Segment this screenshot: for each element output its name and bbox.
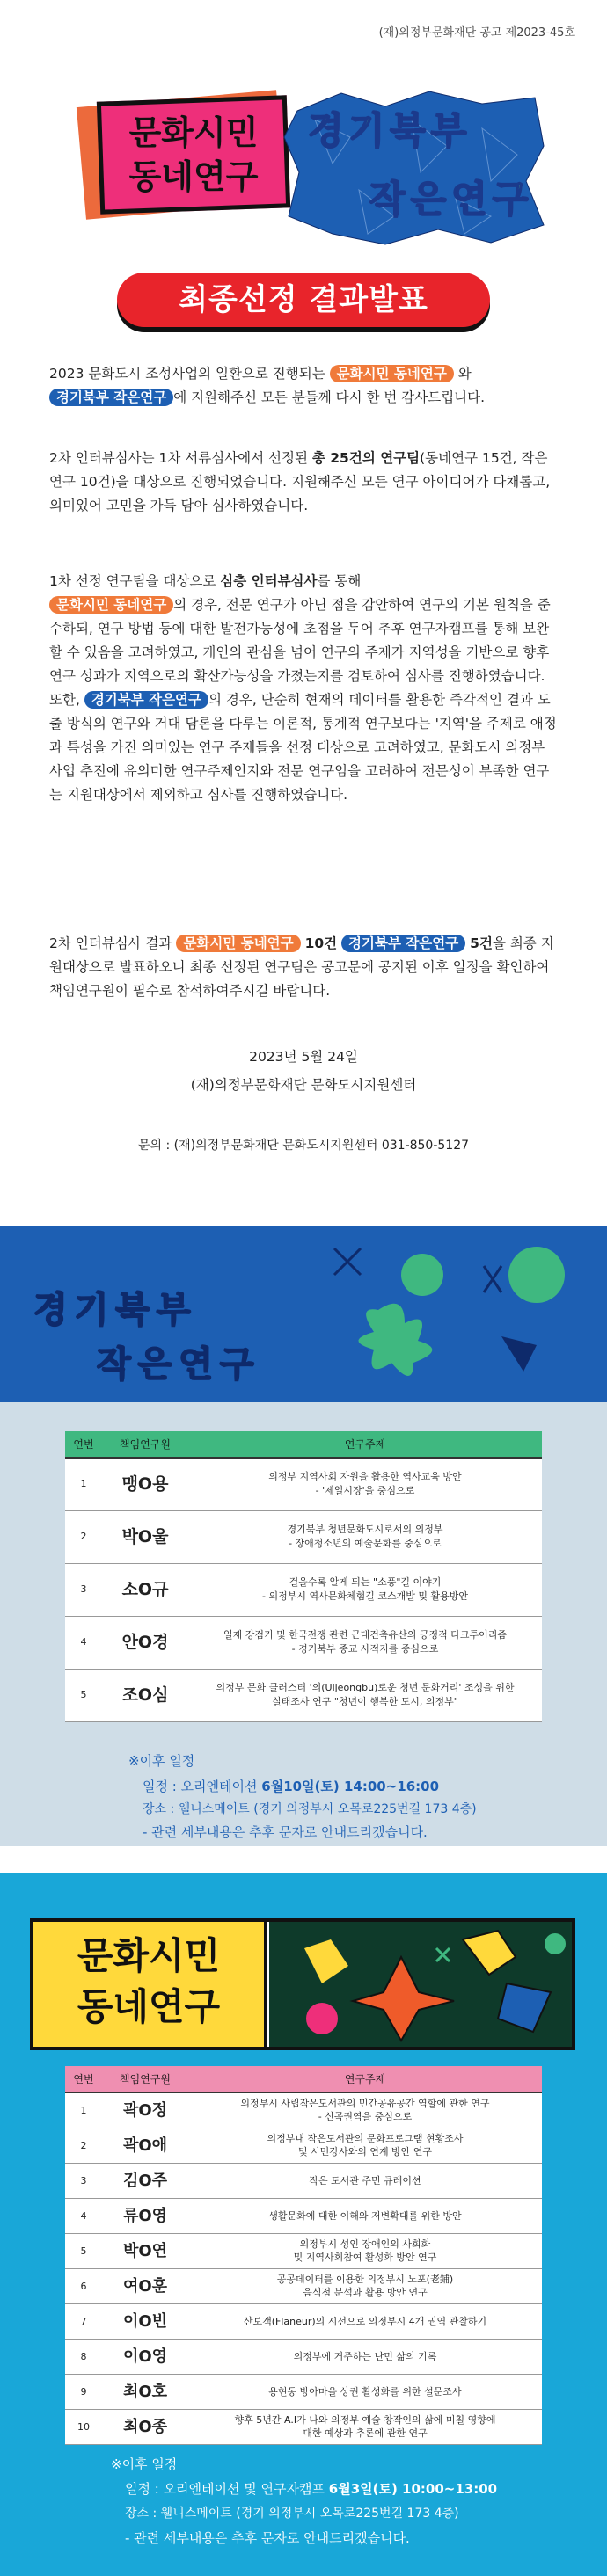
p3-text-b: 를 통해 bbox=[317, 573, 362, 589]
table-row bbox=[65, 1616, 542, 1669]
row-no: 4 bbox=[65, 1616, 102, 1669]
community-result-table bbox=[65, 2066, 542, 2445]
community-decor-shapes bbox=[269, 1922, 572, 2047]
row-name: 이O빈 bbox=[102, 2303, 188, 2339]
gb-after-line1 bbox=[143, 1775, 439, 1799]
row-name: 곽O애 bbox=[102, 2128, 188, 2163]
row-no: 1 bbox=[65, 2092, 102, 2128]
result-title: 최종선정 결과발표 bbox=[179, 282, 428, 317]
row-topic bbox=[188, 1563, 542, 1616]
pill-gb-2: 경기북부 작은연구 bbox=[84, 691, 208, 709]
row-no: 10 bbox=[65, 2409, 102, 2444]
row-topic bbox=[188, 2374, 542, 2409]
table-row bbox=[65, 2092, 542, 2128]
row-topic-1: 걸을수록 알게 되는 "소풍"길 이야기 bbox=[289, 1576, 442, 1588]
gb-result-table bbox=[65, 1431, 542, 1722]
row-topic bbox=[188, 1458, 542, 1510]
row-topic-2: 및 지역사회참여 활성화 방안 연구 bbox=[293, 2252, 437, 2263]
p1-text-b: 와 bbox=[453, 366, 472, 382]
row-topic-2: - 장애청소년의 예술문화를 중심으로 bbox=[289, 1538, 442, 1549]
gb-decor-shapes bbox=[325, 1240, 589, 1389]
intro-paragraph-2 bbox=[49, 447, 559, 518]
cm-after-line1-a: 일정 : 오리엔테이션 및 연구자캠프 bbox=[125, 2481, 329, 2497]
table-row bbox=[65, 2374, 542, 2409]
community-logo-text bbox=[107, 111, 280, 199]
row-topic bbox=[188, 1510, 542, 1563]
row-name: 박O울 bbox=[102, 1510, 188, 1563]
intro-paragraph-1 bbox=[49, 362, 559, 410]
gb-logo-line1: 경기북부 bbox=[308, 109, 472, 152]
row-topic bbox=[188, 2163, 542, 2198]
row-topic bbox=[188, 2339, 542, 2374]
gb-col-no: 연번 bbox=[65, 1431, 102, 1458]
row-no: 5 bbox=[65, 1669, 102, 1721]
gb-after-title: ※이후 일정 bbox=[128, 1753, 195, 1769]
row-name: 최O종 bbox=[102, 2409, 188, 2444]
row-no: 3 bbox=[65, 1563, 102, 1616]
row-topic bbox=[188, 2233, 542, 2268]
row-topic bbox=[188, 2092, 542, 2128]
community-section-title bbox=[39, 1931, 259, 2033]
row-topic-1: 향후 5년간 A.I가 나와 의정부 예술 창작인의 삶에 미칠 영향에 bbox=[234, 2414, 496, 2426]
cm-col-no: 연번 bbox=[65, 2066, 102, 2092]
row-no: 8 bbox=[65, 2339, 102, 2374]
community-logo-line1: 문화시민 bbox=[128, 113, 259, 152]
gb-after-line1-b: 6월10일(토) 14:00~16:00 bbox=[261, 1779, 440, 1794]
table-row bbox=[65, 2163, 542, 2198]
gb-section-title-1: 경기북부 bbox=[33, 1290, 198, 1330]
row-topic-2: - 의정부시 역사문화체험길 코스개발 및 활용방안 bbox=[262, 1590, 468, 1602]
table-row bbox=[65, 2198, 542, 2233]
row-topic bbox=[188, 2303, 542, 2339]
row-topic-2: 실태조사 연구 "청년이 행복한 도시, 의정부" bbox=[272, 1696, 458, 1707]
row-topic bbox=[188, 2268, 542, 2303]
table-row bbox=[65, 2128, 542, 2163]
gb-col-topic: 연구주제 bbox=[188, 1431, 542, 1458]
contact-line: 문의 : (재)의정부문화재단 문화도시지원센터 031-850-5127 bbox=[137, 1139, 470, 1153]
p3-text-c: 의 경우, 전문 연구가 아닌 점을 감안하여 연구의 기본 원칙을 준수하되, 연구 방법 등에 대한 발전가능성에 초점을 두어 추후 연구자캠프를 통해 보완할 수 있음을 고려하였고, 개인의 관심을 넘어 연구의 주제가 지역성을 기반으로 향후 연구 성과가 지역으로의 확산가능성을 가졌는지를 검토하여 심사를 진행하였습니다. bbox=[49, 597, 551, 684]
cm-after-title: ※이후 일정 bbox=[111, 2456, 178, 2472]
row-topic-1: 의정부 지역사회 자원을 활용한 역사교육 방안 bbox=[268, 1471, 462, 1483]
table-row bbox=[65, 2303, 542, 2339]
row-name: 곽O정 bbox=[102, 2092, 188, 2128]
table-row bbox=[65, 1669, 542, 1721]
row-name: 여O훈 bbox=[102, 2268, 188, 2303]
row-topic-2: 음식점 분석과 활용 방안 연구 bbox=[303, 2287, 428, 2298]
p3-text-a: 1차 선정 연구팀을 대상으로 bbox=[49, 573, 221, 589]
row-no: 2 bbox=[65, 2128, 102, 2163]
row-topic-2: - '제일시장'을 중심으로 bbox=[315, 1485, 415, 1497]
pill-community-3: 문화시민 동네연구 bbox=[176, 935, 300, 952]
gb-after-line3: - 관련 세부내용은 추후 문자로 안내드리겠습니다. bbox=[143, 1824, 428, 1840]
row-topic-1: 의정부 문화 클러스터 '의(Uijeongbu)로운 청년 문화거리' 조성을 위한 bbox=[216, 1682, 515, 1693]
intro-paragraph-4 bbox=[49, 932, 559, 1003]
p2-text-b: (동네연구 15건, 작은연구 10건)을 대상으로 진행되었습니다. 지원해주신 모든 연구 아이디어가 다채롭고, 의미있어 고민을 가득 담아 심사하였습니다. bbox=[49, 450, 551, 513]
p3-text-e: 의 경우, 단순히 현재의 데이터를 활용한 즉각적인 결과 도출 방식의 연구와 거대 담론을 다루는 이론적, 통계적 연구보다는 '지역'을 주제로 애정과 특성을 가진 의미있는 연구 주제들을 선정 대상으로 고려하였고, 문화도시 의정부 사업 추진에 유의미한 연구주제인지와 전문 연구임을 고려하여 전문성이 부족한 연구는 지원대상에서 제외하고 심사를 진행하였습니다. bbox=[49, 692, 557, 803]
row-name: 최O호 bbox=[102, 2374, 188, 2409]
cm-after-line3: - 관련 세부내용은 추후 문자로 안내드리겠습니다. bbox=[125, 2530, 410, 2546]
row-topic-1: 경기북부 청년문화도시로서의 의정부 bbox=[287, 1524, 443, 1535]
row-name: 맹O용 bbox=[102, 1458, 188, 1510]
cm-col-researcher: 책임연구원 bbox=[102, 2066, 188, 2092]
row-topic bbox=[188, 1669, 542, 1721]
gb-logo-line2: 작은연구 bbox=[369, 178, 534, 221]
row-topic-1: 의정부에 거주하는 난민 삶의 기록 bbox=[293, 2350, 437, 2362]
row-topic bbox=[188, 2409, 542, 2444]
p2-text-a: 2차 인터뷰심사는 1차 서류심사에서 선정된 bbox=[49, 450, 312, 466]
table-row bbox=[65, 2268, 542, 2303]
row-no: 1 bbox=[65, 1458, 102, 1510]
row-topic bbox=[188, 2128, 542, 2163]
p4-text-b: 을 최종 지원대상으로 발표하오니 최종 선정된 연구팀은 공고문에 공지된 이후 일정을 확인하여 책임연구원이 필수로 참석하여주시길 바랍니다. bbox=[49, 935, 554, 999]
row-topic-1: 생활문화에 대한 이해와 저변확대를 위한 방안 bbox=[268, 2209, 462, 2222]
table-row bbox=[65, 1563, 542, 1616]
row-topic-1: 산보객(Flaneur)의 시선으로 의정부시 4개 권역 관찰하기 bbox=[243, 2315, 487, 2327]
table-row bbox=[65, 1458, 542, 1510]
table-row bbox=[65, 2339, 542, 2374]
p2-bold: 총 25건의 연구팀 bbox=[311, 450, 421, 466]
row-topic-2: 및 시민강사와의 연계 방안 연구 bbox=[297, 2146, 433, 2158]
p1-text-c: 에 지원해주신 모든 분들께 다시 한 번 감사드립니다. bbox=[173, 389, 486, 405]
result-title-banner bbox=[117, 273, 490, 327]
row-topic-1: 의정부내 작은도서관의 문화프로그램 현황조사 bbox=[267, 2133, 464, 2144]
row-topic-1: 의정부시 사립작은도서관의 민간공유공간 역할에 관한 연구 bbox=[240, 2098, 490, 2110]
p4-bold1: 10건 bbox=[304, 935, 338, 951]
cm-after-line1 bbox=[125, 2478, 497, 2501]
cm-col-topic: 연구주제 bbox=[188, 2066, 542, 2092]
pill-gb: 경기북부 작은연구 bbox=[49, 389, 173, 406]
row-topic-1: 작은 도서관 주민 큐레이션 bbox=[309, 2174, 421, 2187]
row-no: 4 bbox=[65, 2198, 102, 2233]
table-row bbox=[65, 2409, 542, 2444]
row-topic bbox=[188, 2198, 542, 2233]
pill-community: 문화시민 동네연구 bbox=[330, 365, 454, 382]
row-name: 이O영 bbox=[102, 2339, 188, 2374]
p1-text-a: 2023 문화도시 조성사업의 일환으로 진행되는 bbox=[49, 366, 330, 382]
row-topic-1: 용현동 방아마을 상권 활성화를 위한 설문조사 bbox=[268, 2385, 462, 2398]
row-no: 7 bbox=[65, 2303, 102, 2339]
cm-after-line1-b: 6월3일(토) 10:00~13:00 bbox=[328, 2481, 498, 2497]
gb-section-title-2: 작은연구 bbox=[97, 1344, 261, 1385]
row-topic-2: - 경기북부 종교 사적지를 중심으로 bbox=[291, 1643, 439, 1655]
notice-number: (재)의정부문화재단 공고 제2023-45호 bbox=[378, 26, 575, 40]
row-name: 류O영 bbox=[102, 2198, 188, 2233]
table-row bbox=[65, 1510, 542, 1563]
table-row bbox=[65, 2233, 542, 2268]
intro-paragraph-3 bbox=[49, 570, 559, 807]
row-topic-2: 대한 예상과 추론에 관한 연구 bbox=[303, 2427, 428, 2439]
row-name: 박O연 bbox=[102, 2233, 188, 2268]
gb-col-researcher: 책임연구원 bbox=[102, 1431, 188, 1458]
notice-date: 2023년 5월 24일 bbox=[249, 1049, 358, 1065]
p4-text-a: 2차 인터뷰심사 결과 bbox=[49, 935, 177, 951]
community-logo-line2: 동네연구 bbox=[128, 157, 259, 196]
row-topic-2: - 신곡권역을 중심으로 bbox=[318, 2111, 413, 2123]
row-no: 9 bbox=[65, 2374, 102, 2409]
cm-after-line2: 장소 : 웰니스메이트 (경기 의정부시 오목로225번길 173 4층) bbox=[125, 2507, 459, 2521]
community-title-line1: 문화시민 bbox=[77, 1934, 221, 1977]
row-no: 5 bbox=[65, 2233, 102, 2268]
row-name: 소O규 bbox=[102, 1563, 188, 1616]
notice-org: (재)의정부문화재단 문화도시지원센터 bbox=[190, 1077, 417, 1093]
community-title-line2: 동네연구 bbox=[77, 1985, 221, 2028]
row-no: 6 bbox=[65, 2268, 102, 2303]
gb-after-line1-a: 일정 : 오리엔테이션 bbox=[143, 1779, 262, 1794]
p3-bold: 심층 인터뷰심사 bbox=[220, 573, 318, 589]
row-no: 3 bbox=[65, 2163, 102, 2198]
pill-community-2: 문화시민 동네연구 bbox=[49, 596, 173, 614]
row-name: 조O심 bbox=[102, 1669, 188, 1721]
row-no: 2 bbox=[65, 1510, 102, 1563]
row-name: 안O경 bbox=[102, 1616, 188, 1669]
row-topic-1: 의정부시 성인 장애인의 사회화 bbox=[299, 2238, 431, 2250]
p4-bold2: 5건 bbox=[470, 935, 493, 951]
row-topic bbox=[188, 1616, 542, 1669]
row-topic-1: 공공데이터를 이용한 의정부시 노포(老鋪) bbox=[276, 2274, 454, 2285]
gb-after-line2: 장소 : 웰니스메이트 (경기 의정부시 오목로225번길 173 4층) bbox=[143, 1802, 477, 1816]
p3-text-d: 또한, bbox=[49, 692, 84, 708]
row-topic-1: 일제 강점기 및 한국전쟁 관련 근대건축유산의 긍정적 다크투어리즘 bbox=[223, 1629, 507, 1641]
pill-gb-3: 경기북부 작은연구 bbox=[341, 935, 465, 952]
row-name: 김O주 bbox=[102, 2163, 188, 2198]
